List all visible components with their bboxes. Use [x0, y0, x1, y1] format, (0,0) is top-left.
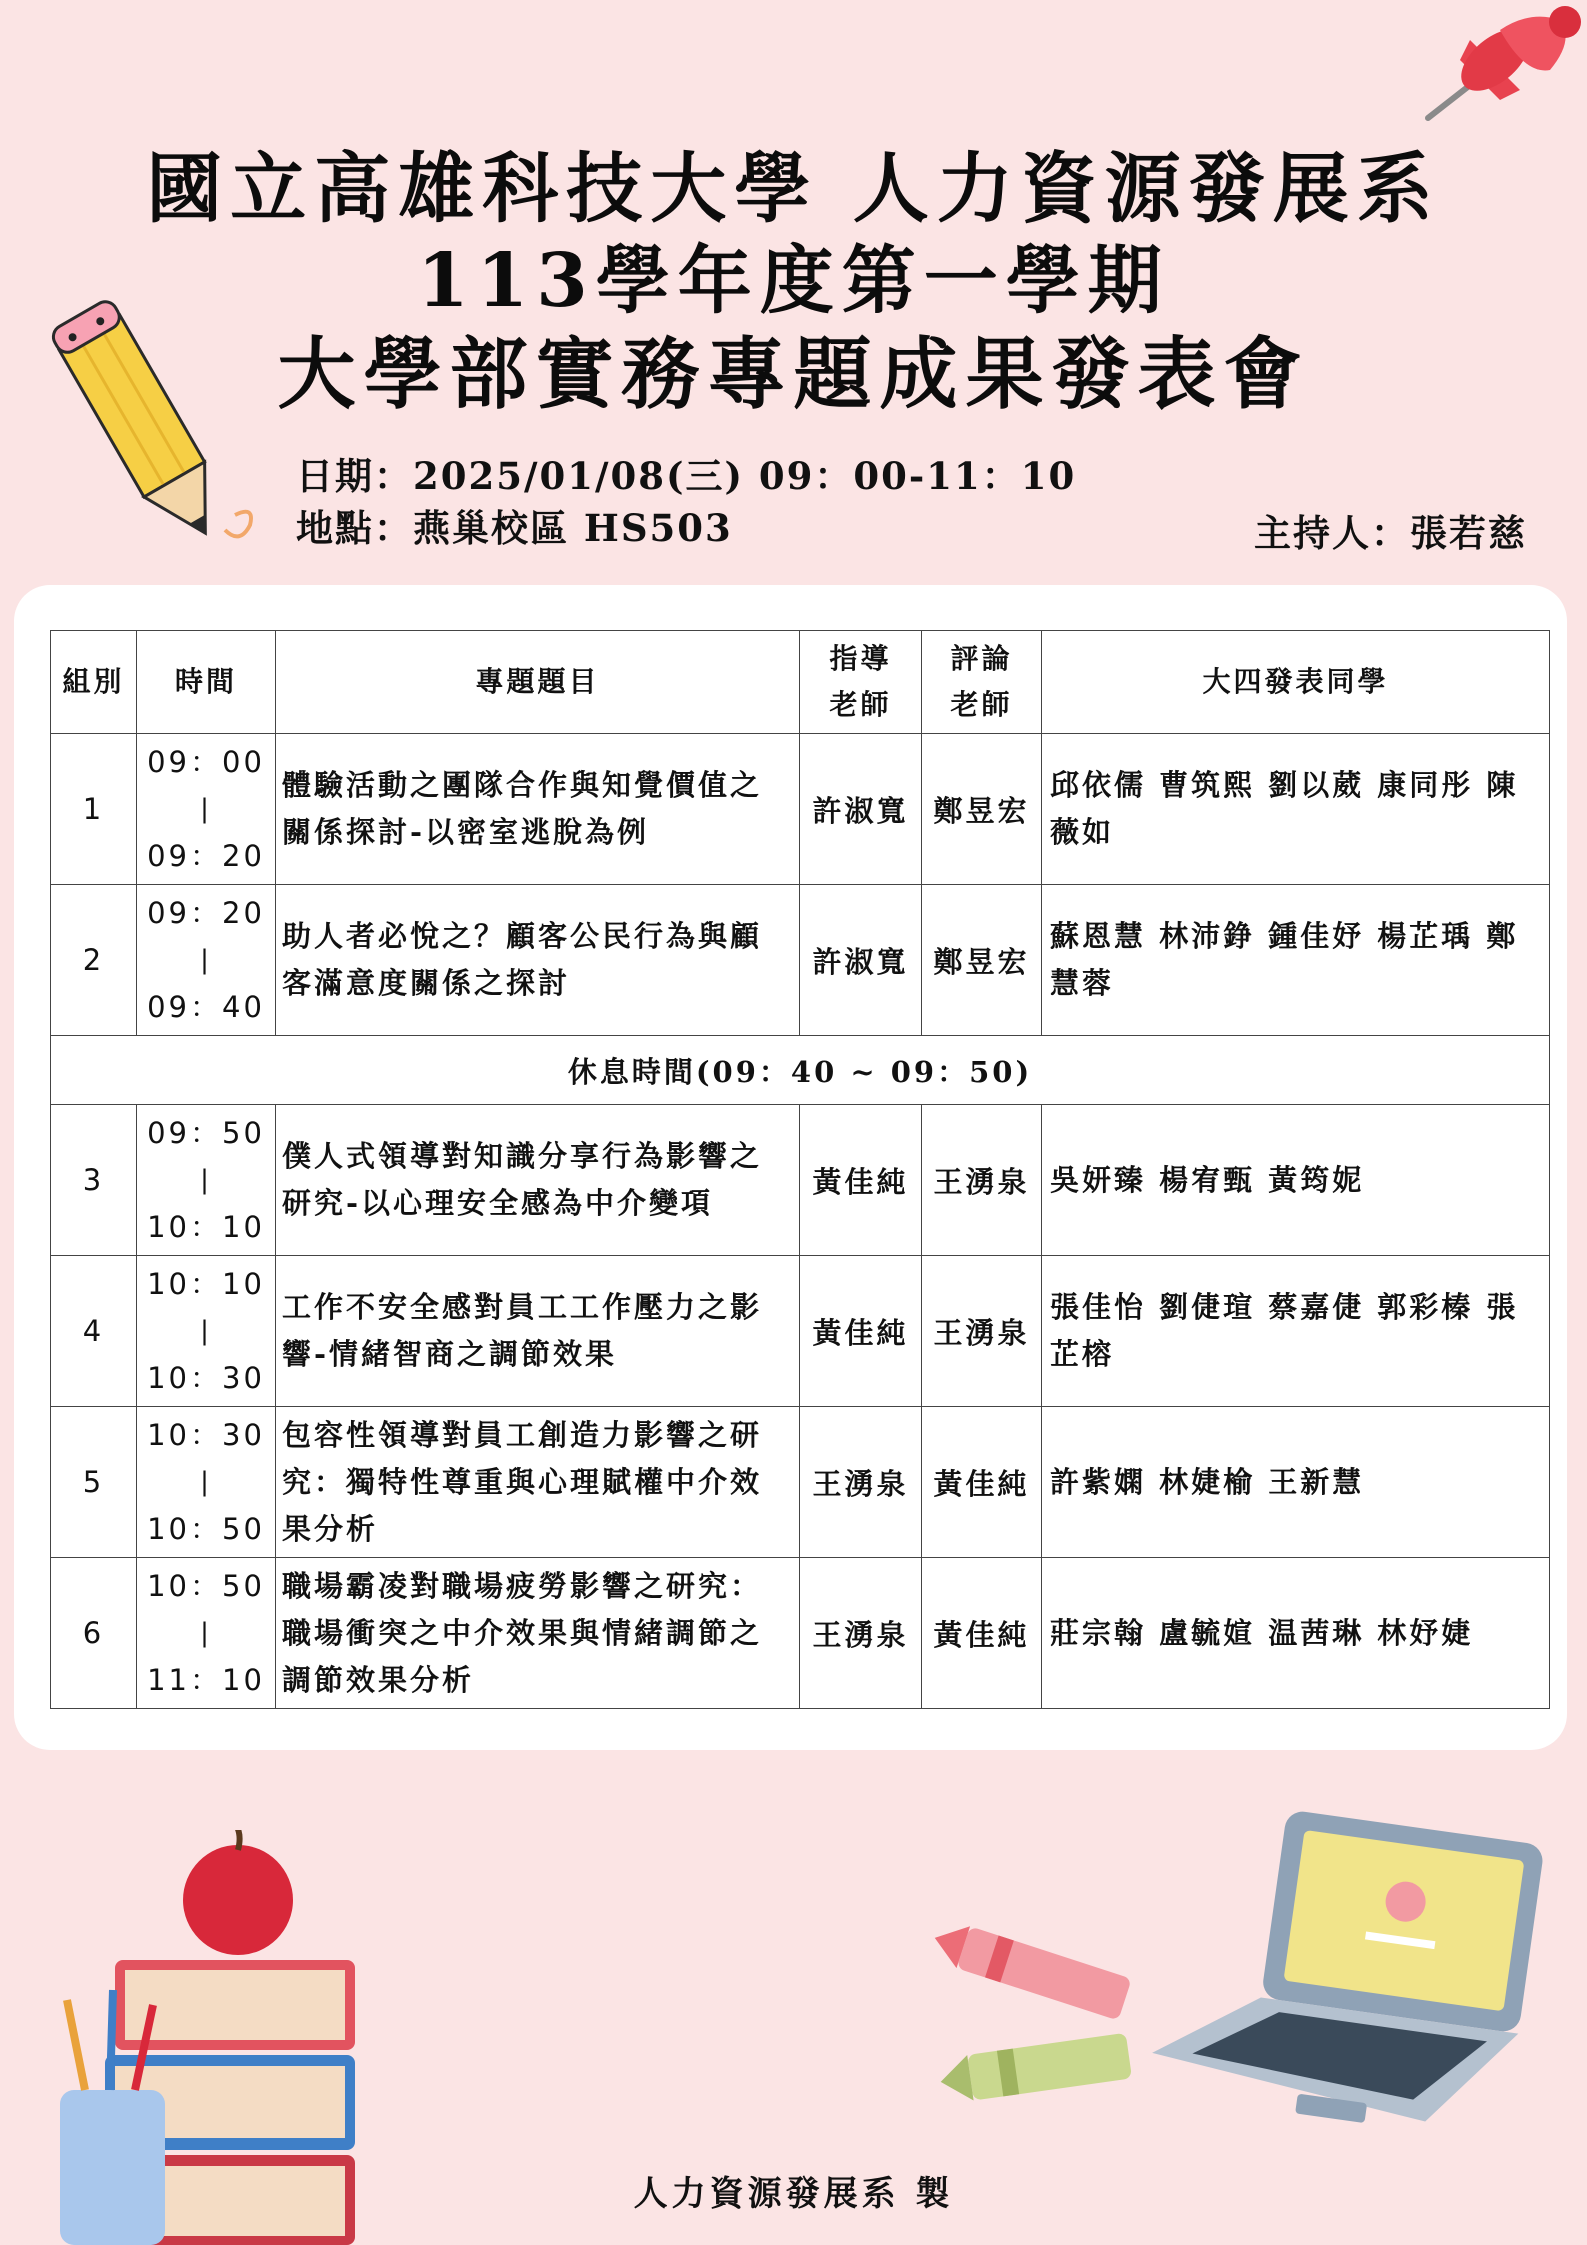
time-separator: | [200, 1315, 212, 1346]
time-start: 10：30 [147, 1417, 265, 1452]
time-end: 10：50 [147, 1511, 265, 1546]
laptop-icon [1140, 1810, 1560, 2210]
table-row [51, 1558, 1550, 1709]
header-group: 組別 [51, 631, 137, 734]
table-row [51, 734, 1550, 885]
time-end: 11：10 [147, 1662, 265, 1697]
cell-group: 1 [51, 734, 137, 885]
cell-students: 許紫嫻 林婕榆 王新慧 [1042, 1407, 1550, 1558]
cell-group: 6 [51, 1558, 137, 1709]
cell-advisor: 黃佳純 [800, 1256, 922, 1407]
cell-topic: 包容性領導對員工創造力影響之研究：獨特性尊重與心理賦權中介效果分析 [276, 1407, 800, 1558]
cell-topic: 體驗活動之團隊合作與知覺價值之關係探討-以密室逃脫為例 [276, 734, 800, 885]
header-reviewer-line1: 評論 [950, 642, 1013, 675]
footer-credit: 人力資源發展系 製 [633, 2174, 954, 2214]
table-header-row [51, 631, 1550, 734]
cell-topic: 工作不安全感對員工工作壓力之影響-情緒智商之調節效果 [276, 1256, 800, 1407]
cell-group: 3 [51, 1105, 137, 1256]
time-end: 10：10 [147, 1209, 265, 1244]
cell-reviewer: 黃佳純 [922, 1558, 1042, 1709]
header-title-line2: 113學年度第一學期 [417, 238, 1170, 324]
cell-reviewer: 鄭昱宏 [922, 734, 1042, 885]
cell-topic: 職場霸凌對職場疲勞影響之研究：職場衝突之中介效果與情緒調節之調節效果分析 [276, 1558, 800, 1709]
cell-reviewer: 王湧泉 [922, 1105, 1042, 1256]
cell-time [137, 1407, 276, 1558]
table-row [51, 885, 1550, 1036]
header-reviewer-line2: 老師 [950, 688, 1013, 721]
event-date: 日期：2025/01/08(三) 09：00-11：10 [296, 454, 1077, 498]
cell-advisor: 許淑寬 [800, 885, 922, 1036]
header-advisor-line2: 老師 [829, 688, 892, 721]
time-separator: | [200, 1164, 212, 1195]
cell-advisor: 黃佳純 [800, 1105, 922, 1256]
cell-advisor: 王湧泉 [800, 1407, 922, 1558]
cell-group: 5 [51, 1407, 137, 1558]
time-end: 10：30 [147, 1360, 265, 1395]
crayons-icon [930, 1920, 1150, 2120]
table-row [51, 1105, 1550, 1256]
table-row [51, 1407, 1550, 1558]
time-separator: | [200, 1617, 212, 1648]
break-time: 休息時間(09：40 ~ 09：50) [51, 1036, 1550, 1105]
header-students: 大四發表同學 [1042, 631, 1550, 734]
cell-time [137, 885, 276, 1036]
time-start: 09：50 [147, 1115, 265, 1150]
time-end: 09：40 [147, 989, 265, 1024]
cell-time [137, 1105, 276, 1256]
time-start: 10：50 [147, 1568, 265, 1603]
header-reviewer [922, 631, 1042, 734]
header-topic: 專題題目 [276, 631, 800, 734]
cell-time [137, 1558, 276, 1709]
schedule-table [50, 630, 1550, 1709]
cell-time [137, 734, 276, 885]
cell-students: 邱依儒 曹筑熙 劉以葳 康同彤 陳薇如 [1042, 734, 1550, 885]
cell-topic: 僕人式領導對知識分享行為影響之研究-以心理安全感為中介變項 [276, 1105, 800, 1256]
time-separator: | [200, 1466, 212, 1497]
cell-topic: 助人者必悅之？顧客公民行為與顧客滿意度關係之探討 [276, 885, 800, 1036]
event-host: 主持人：張若慈 [1254, 511, 1527, 555]
cell-reviewer: 鄭昱宏 [922, 885, 1042, 1036]
header-time: 時間 [137, 631, 276, 734]
header-title-line3: 大學部實務專題成果發表會 [277, 329, 1310, 420]
time-start: 09：00 [147, 744, 265, 779]
cell-students: 張佳怡 劉倢瑄 蔡嘉倢 郭彩榛 張芷榕 [1042, 1256, 1550, 1407]
event-place: 地點：燕巢校區 HS503 [296, 506, 733, 550]
time-start: 10：10 [147, 1266, 265, 1301]
time-end: 09：20 [147, 838, 265, 873]
cell-group: 2 [51, 885, 137, 1036]
cell-reviewer: 王湧泉 [922, 1256, 1042, 1407]
cell-students: 蘇恩慧 林沛錚 鍾佳妤 楊芷瑀 鄭慧蓉 [1042, 885, 1550, 1036]
cell-reviewer: 黃佳純 [922, 1407, 1042, 1558]
time-start: 09：20 [147, 895, 265, 930]
cell-students: 吳妍臻 楊宥甄 黃筠妮 [1042, 1105, 1550, 1256]
pushpin-icon [1400, 0, 1587, 130]
time-separator: | [200, 793, 212, 824]
cell-group: 4 [51, 1256, 137, 1407]
cell-time [137, 1256, 276, 1407]
header-advisor [800, 631, 922, 734]
header-title-line1: 國立高雄科技大學 人力資源發展系 [146, 144, 1441, 233]
header-advisor-line1: 指導 [829, 642, 892, 675]
break-row [51, 1036, 1550, 1105]
time-separator: | [200, 944, 212, 975]
table-row [51, 1256, 1550, 1407]
cell-advisor: 王湧泉 [800, 1558, 922, 1709]
cell-students: 莊宗翰 盧毓媗 温茜琳 林妤婕 [1042, 1558, 1550, 1709]
cell-advisor: 許淑寬 [800, 734, 922, 885]
